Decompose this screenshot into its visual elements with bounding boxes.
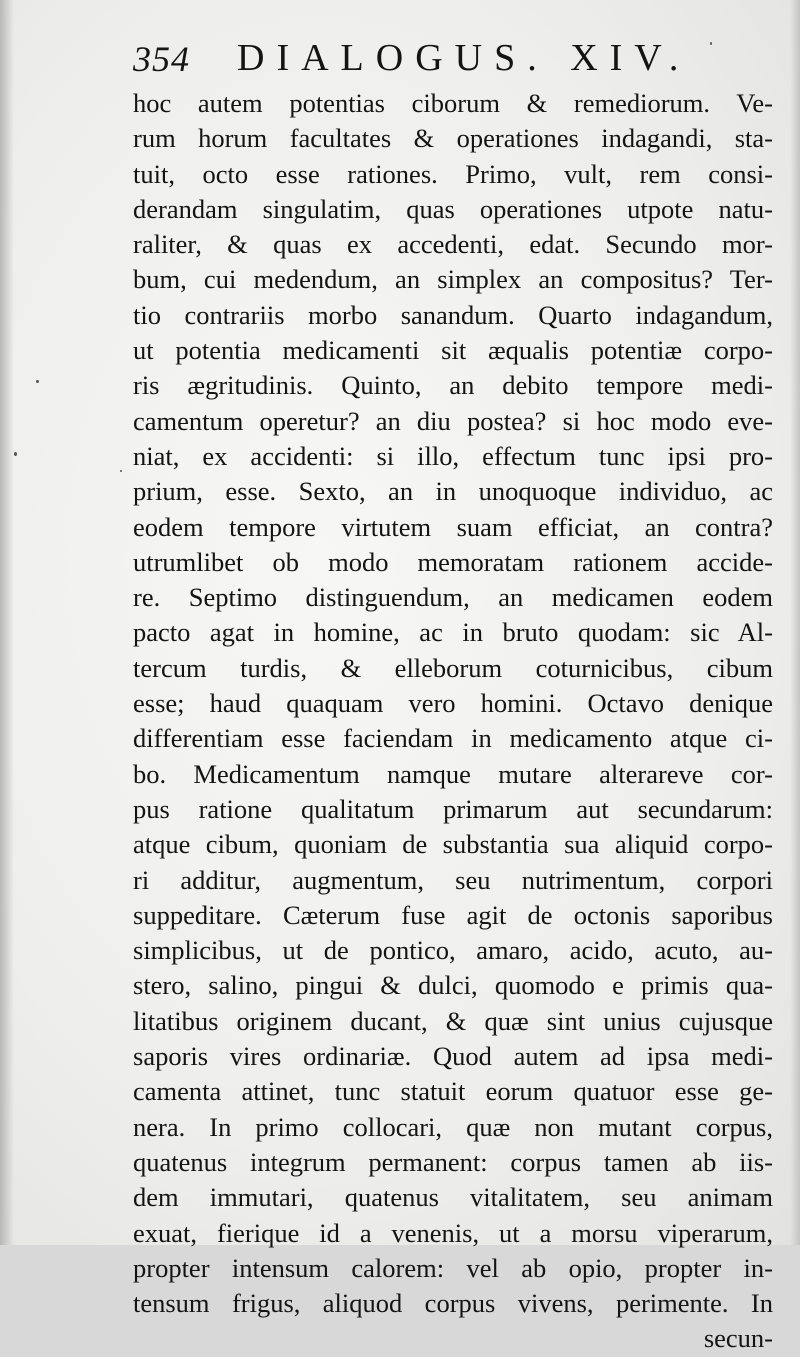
text-line: propter intensum calorem: vel ab opio, propter in- [133,1252,773,1283]
running-title: DIALOGUS. XIV. [237,37,691,79]
page-number: 354 [133,39,190,79]
text-line: differentiam esse faciendam in medicamento atque ci- [133,723,773,754]
paper-speck [120,470,122,472]
text-line: utrumlibet ob modo memoratam rationem accide- [133,546,773,577]
text-line: litatibus originem ducant, & quæ sint unius cujusque [133,1005,773,1036]
text-line: rum horum facultates & operationes indagandi, sta- [133,123,773,154]
text-line: quatenus integrum permanent: corpus tamen ab iis- [133,1146,773,1177]
text-line: niat, ex accidenti: si illo, effectum tunc ipsi pro- [133,440,773,471]
text-line: camenta attinet, tunc statuit eorum quatuor esse ge- [133,1076,773,1107]
text-line: camentum operetur? an diu postea? si hoc modo eve- [133,405,773,436]
text-line: bum, cui medendum, an simplex an compositus? Ter- [133,264,773,295]
text-line: nera. In primo collocari, quæ non mutant corpus, [133,1111,773,1142]
text-line: bo. Medicamentum namque mutare alterareve cor- [133,758,773,789]
text-line: pacto agat in homine, ac in bruto quodam: sic Al- [133,617,773,648]
text-line: hoc autem potentias ciborum & remediorum. Ve- [133,88,773,118]
text-line: ri additur, augmentum, seu nutrimentum, corpori [133,864,773,895]
catchword: secun- [703,1323,773,1354]
text-line: pus ratione qualitatum primarum aut secundarum: [133,793,773,824]
text-line: tercum turdis, & elleborum coturnicibus, cibum [133,652,773,683]
paper-speck [36,380,39,383]
body-text [133,86,773,1357]
text-line: re. Septimo distinguendum, an medicamen eodem [133,582,773,613]
text-line: dem immutari, quatenus vitalitatem, seu animam [133,1182,773,1213]
text-line: raliter, & quas ex accedenti, edat. Secundo mor- [133,229,773,260]
text-line: tuit, octo esse rationes. Primo, vult, rem consi- [133,158,773,189]
page-left-shadow [0,0,14,1245]
page-right-shadow [790,0,800,1245]
text-line: eodem tempore virtutem suam efficiat, an contra? [133,511,773,542]
text-line: prium, esse. Sexto, an in unoquoque individuo, ac [133,476,773,507]
text-line: saporis vires ordinariæ. Quod autem ad ipsa medi- [133,1041,773,1072]
text-line: derandam singulatim, quas operationes utpote natu- [133,193,773,224]
text-line: atque cibum, quoniam de substantia sua aliquid corpo- [133,829,773,860]
text-line: simplicibus, ut de pontico, amaro, acido, acuto, au- [133,935,773,966]
text-line: esse; haud quaquam vero homini. Octavo denique [133,688,773,719]
text-line: tensum frigus, aliquod corpus vivens, perimente. In [133,1288,773,1319]
paper-speck [710,42,712,45]
text-line: stero, salino, pingui & dulci, quomodo e primis qua- [133,970,773,1001]
page-header [133,34,693,84]
text-line: tio contrariis morbo sanandum. Quarto indagandum, [133,299,773,330]
text-line: ris ægritudinis. Quinto, an debito tempore medi- [133,370,773,401]
text-line: suppeditare. Cæterum fuse agit de octonis saporibus [133,899,773,930]
text-line: exuat, fierique id a venenis, ut a morsu viperarum, [133,1217,773,1248]
text-line: ut potentia medicamenti sit æqualis potentiæ corpo- [133,335,773,366]
paper-speck [14,452,17,456]
